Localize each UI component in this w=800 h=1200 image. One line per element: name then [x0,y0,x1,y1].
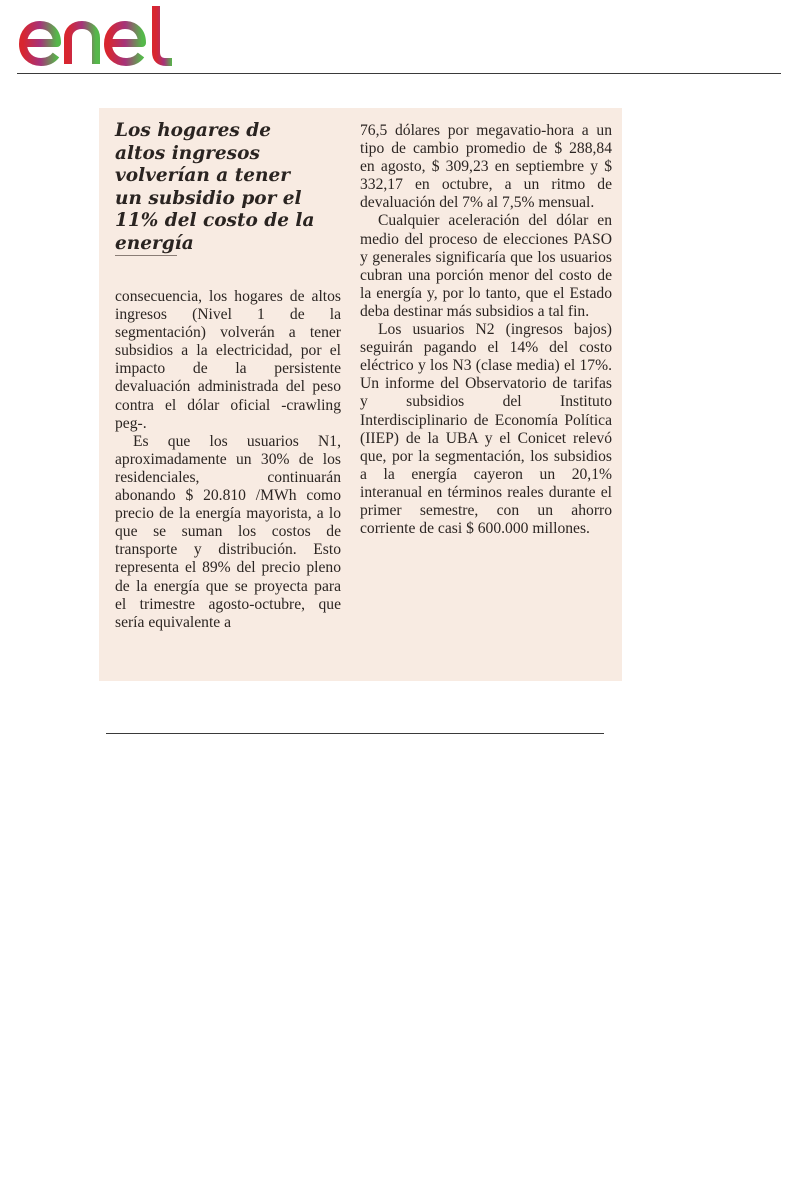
article-headline: Los hogares de altos ingresos volverían a tener un subsidio por el 11% del costo de la energía [115,120,315,254]
article-left-column [115,288,341,632]
paragraph: consecuencia, los hogares de altos ingresos (Nivel 1 de la segmentación) volverán a tener subsidios a la electricidad, por el impacto de la persistente devaluación administrada del peso contra el dólar oficial -crawling peg-. [115,288,341,432]
enel-logo [18,4,183,68]
paragraph: Los usuarios N2 (ingresos bajos) seguirán pagando el 14% del costo eléctrico y los N3 (clase media) el 17%. Un informe del Observatorio de tarifas y subsidios del Instituto Interdisciplinario de Economía Política (IIEP) de la UBA y el Conicet relevó que, por la segmentación, los subsidios a la energía cayeron un 20,1% interanual en términos reales durante el primer semestre, con un ahorro corriente de casi $ 600.000 millones. [360,321,612,538]
paragraph: Cualquier aceleración del dólar en medio del proceso de elecciones PASO y generales significaría que los usuarios cubran una porción menor del costo de la energía y, por lo tanto, que el Estado deba destinar más subsidios a tal fin. [360,212,612,320]
header-divider [17,73,781,74]
newspaper-clipping [99,108,622,681]
paragraph: Es que los usuarios N1, aproximadamente un 30% de los residenciales, continuarán abonando $ 20.810 /MWh como precio de la energía mayorista, a lo que se suman los costos de transporte y distribución. Esto representa el 89% del precio pleno de la energía que se proyecta para el trimestre agosto-octubre, que sería equivalente a [115,432,341,631]
footer-divider [106,733,604,734]
paragraph: 76,5 dólares por megavatio-hora a un tipo de cambio promedio de $ 288,84 en agosto, $ 309,23 en septiembre y $ 332,17 en octubre, a un ritmo de devaluación del 7% al 7,5% mensual. [360,122,612,212]
headline-divider [115,255,177,256]
article-right-column [360,122,612,538]
